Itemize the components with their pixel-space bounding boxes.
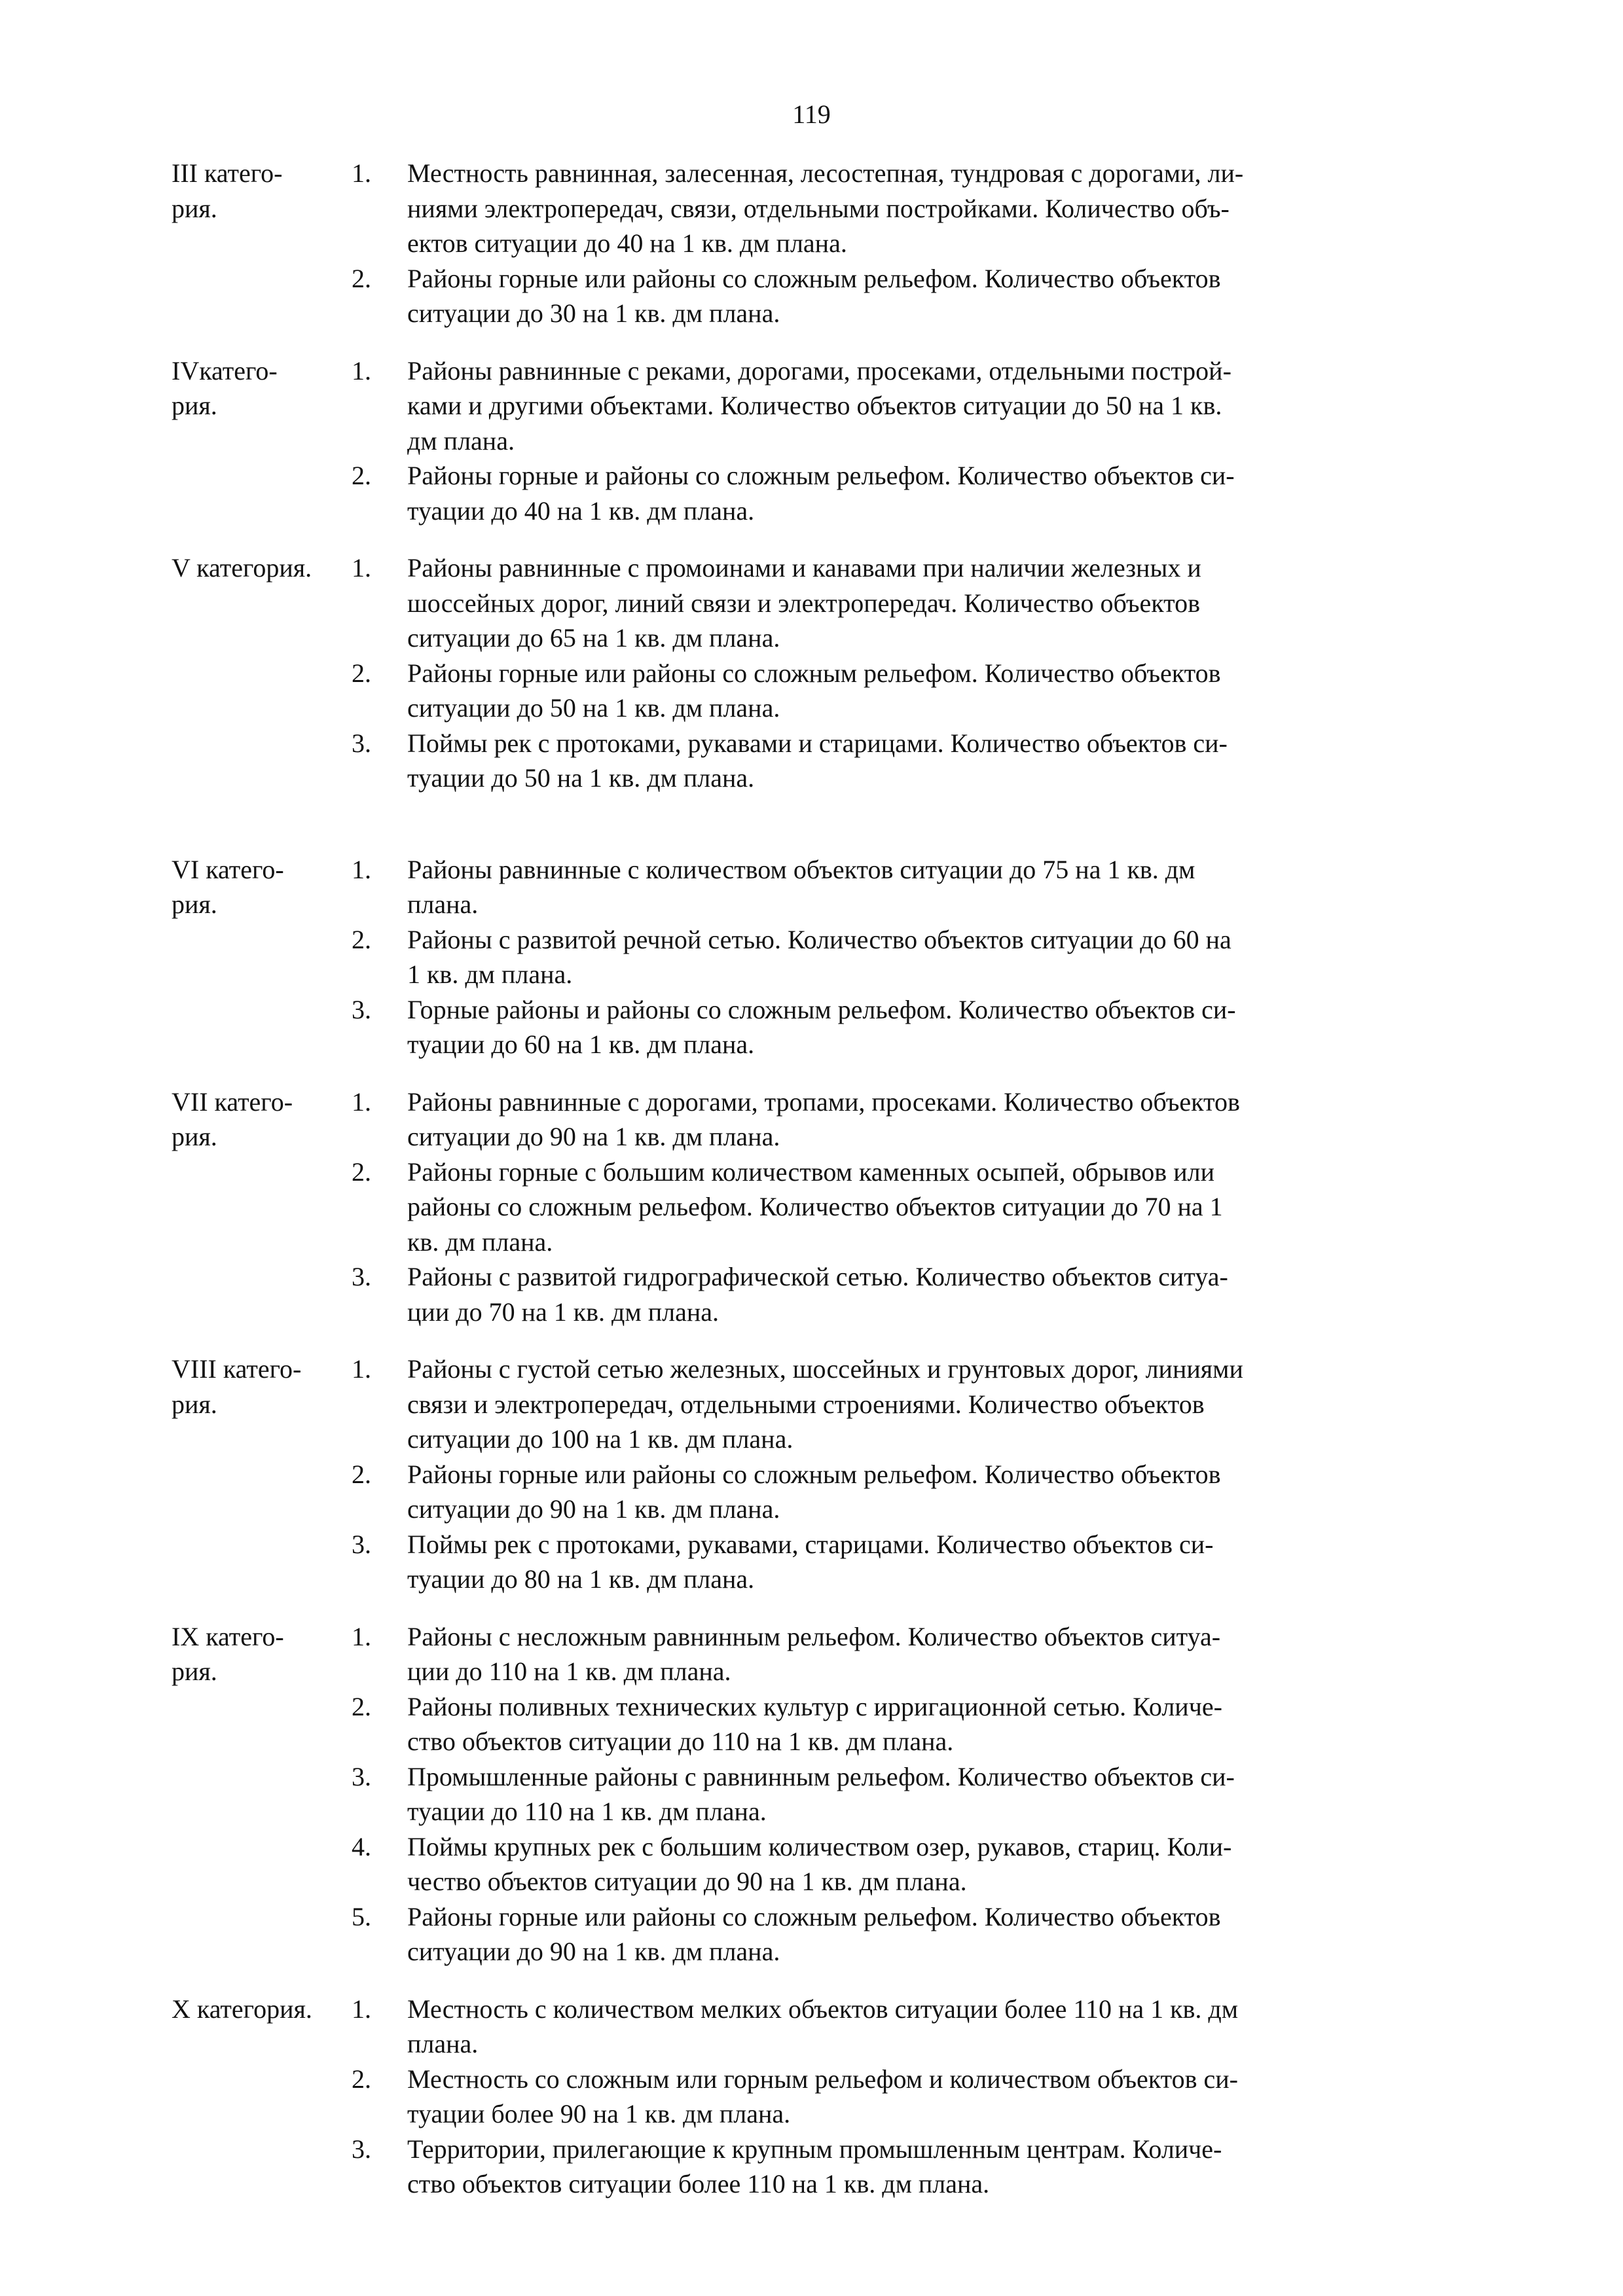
item-number: 1. — [352, 1086, 371, 1117]
category-label: IX катего- рия. — [172, 1621, 284, 1686]
category-items — [352, 353, 1389, 529]
category-label: X категория. — [172, 1994, 312, 2024]
list-item — [352, 1829, 1389, 1899]
item-number: 2. — [352, 1691, 371, 1721]
item-number: 4. — [352, 1831, 371, 1861]
item-number: 5. — [352, 1901, 371, 1931]
item-text: Районы равнинные с дорогами, тропами, просеками. Количество объектов ситуации до 90 на 1 кв. дм плана. — [407, 1086, 1240, 1151]
category-items — [352, 550, 1389, 796]
item-number: 1. — [352, 158, 371, 188]
item-text: Районы равнинные с реками, дорогами, просеками, отдельными построй- ками и другими объектами. Количество объектов ситуации до 50 на 1 кв. дм плана. — [407, 355, 1231, 456]
item-text: Поймы рек с протоками, рукавами, старицами. Количество объектов си- туации до 80 на 1 кв. дм плана. — [407, 1529, 1214, 1594]
list-item — [352, 550, 1389, 656]
item-text: Территории, прилегающие к крупным промышленным центрам. Количе- ство объектов ситуации более 110 на 1 кв. дм плана. — [407, 2134, 1222, 2198]
category-label: IVкатего- рия. — [172, 355, 278, 420]
list-item — [352, 922, 1389, 992]
category-4 — [172, 353, 1389, 529]
item-number: 3. — [352, 2134, 371, 2164]
list-item — [352, 1527, 1389, 1597]
item-number: 3. — [352, 1262, 371, 1291]
item-text: Промышленные районы с равнинным рельефом. Количество объектов си- туации до 110 на 1 кв. дм плана. — [407, 1761, 1235, 1826]
category-label: VIII катего- рия. — [172, 1354, 302, 1419]
list-item — [352, 458, 1389, 528]
category-label: VII катего- рия. — [172, 1086, 293, 1151]
list-item — [352, 1259, 1389, 1329]
list-item — [352, 156, 1389, 261]
item-number: 1. — [352, 854, 371, 884]
category-items — [352, 1619, 1389, 1969]
list-item — [352, 1352, 1389, 1457]
item-number: 3. — [352, 1529, 371, 1559]
item-number: 2. — [352, 1459, 371, 1489]
category-3 — [172, 156, 1389, 331]
item-number: 1. — [352, 553, 371, 583]
item-text: Районы горные с большим количеством каменных осыпей, обрывов или районы со сложным рельефом. Количество объектов ситуации до 70 на 1 кв. дм плана. — [407, 1157, 1223, 1257]
list-item — [352, 1759, 1389, 1829]
item-text: Районы горные или районы со сложным рельефом. Количество объектов ситуации до 90 на 1 кв. дм плана. — [407, 1901, 1221, 1966]
list-item — [352, 726, 1389, 796]
list-item — [352, 2062, 1389, 2132]
page-number: 119 — [792, 99, 831, 129]
item-text: Районы с несложным равнинным рельефом. Количество объектов ситуа- ции до 110 на 1 кв. дм плана. — [407, 1621, 1221, 1686]
item-text: Районы горные или районы со сложным рельефом. Количество объектов ситуации до 50 на 1 кв. дм плана. — [407, 658, 1221, 723]
category-items — [352, 1085, 1389, 1330]
item-text: Местность с количеством мелких объектов ситуации более 110 на 1 кв. дм плана. — [407, 1994, 1239, 2058]
item-text: Местность равнинная, залесенная, лесостепная, тундровая с дорогами, ли- ниями электропередач, связи, отдельными постройками. Количество объ- ектов ситуации до 40 на 1 кв. дм плана. — [407, 158, 1244, 258]
item-text: Районы горные или районы со сложным рельефом. Количество объектов ситуации до 90 на 1 кв. дм плана. — [407, 1459, 1221, 1524]
category-label: V категория. — [172, 553, 312, 583]
item-text: Поймы крупных рек с большим количеством озер, рукавов, стариц. Коли- чество объектов ситуации до 90 на 1 кв. дм плана. — [407, 1831, 1232, 1896]
category-list — [172, 156, 1389, 2224]
category-9 — [172, 1619, 1389, 1969]
item-number: 2. — [352, 658, 371, 688]
category-10 — [172, 1992, 1389, 2202]
item-number: 3. — [352, 1761, 371, 1791]
item-text: Районы горные и районы со сложным рельефом. Количество объектов си- туации до 40 на 1 кв. дм плана. — [407, 461, 1235, 526]
list-item — [352, 1155, 1389, 1260]
list-item — [352, 1457, 1389, 1527]
item-number: 3. — [352, 728, 371, 758]
list-item — [352, 656, 1389, 726]
item-number: 2. — [352, 461, 371, 490]
item-text: Районы с густой сетью железных, шоссейных и грунтовых дорог, линиями связи и электропередач, отдельными строениями. Количество объектов ситуации до 100 на 1 кв. дм плана. — [407, 1354, 1243, 1454]
item-number: 2. — [352, 2064, 371, 2094]
list-item — [352, 1689, 1389, 1759]
category-7 — [172, 1085, 1389, 1330]
item-number: 1. — [352, 1621, 371, 1651]
category-items — [352, 1352, 1389, 1597]
item-text: Районы горные или районы со сложным рельефом. Количество объектов ситуации до 30 на 1 кв. дм плана. — [407, 263, 1221, 328]
item-number: 2. — [352, 1157, 371, 1187]
category-items — [352, 852, 1389, 1062]
list-item — [352, 852, 1389, 922]
item-text: Районы с развитой гидрографической сетью. Количество объектов ситуа- ции до 70 на 1 кв. дм плана. — [407, 1262, 1228, 1327]
category-items — [352, 1992, 1389, 2202]
list-item — [352, 1992, 1389, 2062]
item-number: 1. — [352, 355, 371, 386]
category-8 — [172, 1352, 1389, 1597]
item-text: Районы с развитой речной сетью. Количество объектов ситуации до 60 на 1 кв. дм плана. — [407, 924, 1231, 989]
item-number: 2. — [352, 924, 371, 954]
item-text: Горные районы и районы со сложным рельефом. Количество объектов си- туации до 60 на 1 кв. дм плана. — [407, 994, 1236, 1059]
item-text: Местность со сложным или горным рельефом и количеством объектов си- туации более 90 на 1 кв. дм плана. — [407, 2064, 1238, 2128]
list-item — [352, 2132, 1389, 2202]
item-text: Районы равнинные с количеством объектов ситуации до 75 на 1 кв. дм плана. — [407, 854, 1195, 919]
category-label: III катего- рия. — [172, 158, 283, 223]
item-text: Районы поливных технических культур с ирригационной сетью. Количе- ство объектов ситуации до 110 на 1 кв. дм плана. — [407, 1691, 1222, 1756]
list-item — [352, 353, 1389, 459]
category-label: VI катего- рия. — [172, 854, 284, 919]
category-5 — [172, 550, 1389, 796]
list-item — [352, 1619, 1389, 1689]
category-6 — [172, 852, 1389, 1062]
category-items — [352, 156, 1389, 331]
list-item — [352, 992, 1389, 1062]
item-number: 1. — [352, 1994, 371, 2024]
item-number: 3. — [352, 994, 371, 1024]
list-item — [352, 261, 1389, 331]
item-number: 2. — [352, 263, 371, 293]
list-item — [352, 1085, 1389, 1155]
item-text: Районы равнинные с промоинами и канавами при наличии железных и шоссейных дорог, линий связи и электропередач. Количество объектов ситуации до 65 на 1 кв. дм плана. — [407, 553, 1201, 653]
list-item — [352, 1899, 1389, 1969]
item-text: Поймы рек с протоками, рукавами и старицами. Количество объектов си- туации до 50 на 1 кв. дм плана. — [407, 728, 1228, 793]
item-number: 1. — [352, 1354, 371, 1384]
